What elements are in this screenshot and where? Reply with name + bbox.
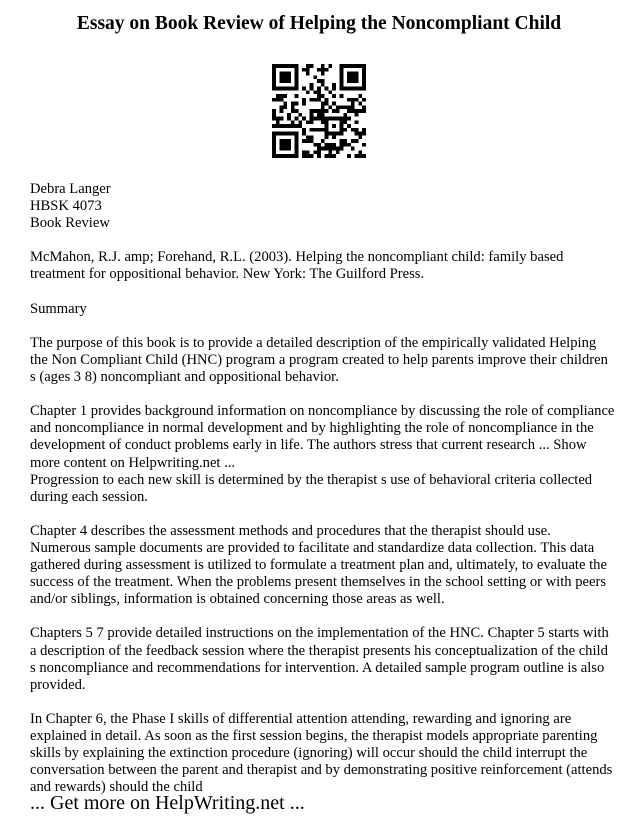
paragraph-chapter-1: Chapter 1 provides background information on noncompliance by discussing the role of compliance and noncompliance in normal development and by highlighting the role of noncompliance in the development of conduct problems early in life. The authors stress that current research ... Show more content on Helpwriting.net ... xyxy=(30,403,615,471)
paragraph-purpose: The purpose of this book is to provide a detailed description of the empirically validated Helping the Non Compliant Child (HNC) program a program created to help parents improve their children s (ages 3 8) noncompliant and oppositional behavior. xyxy=(30,334,608,386)
document-body xyxy=(30,181,615,796)
author-name: Debra Langer xyxy=(30,181,111,197)
get-more-link[interactable]: ... Get more on HelpWriting.net ... xyxy=(30,792,305,814)
paragraph-progression: Progression to each new skill is determined by the therapist s use of behavioral criteria collected during each session. xyxy=(30,471,593,505)
course-code: HBSK 4073 xyxy=(30,198,102,215)
document-title: Essay on Book Review of Helping the Noncompliant Child xyxy=(76,13,562,34)
paragraph-chapter-4: Chapter 4 describes the assessment methods and procedures that the therapist should use. Numerous sample documents are provided to facilitate and standardize data collection. This data gathered during assessment is utilized to formulate a treatment plan and, ultimately, to evaluate the success of the treatment. When the problems present themselves in the school setting or with peers and/or siblings, information is obtained concerning those areas as well. xyxy=(30,522,607,608)
citation: McMahon, R.J. amp; Forehand, R.L. (2003). Helping the noncompliant child: family based treatment for oppositional behavior. New York: The Guilford Press. xyxy=(30,249,564,283)
paragraph-chapters-5-7: Chapters 5 7 provide detailed instructions on the implementation of the HNC. Chapter 5 starts with a description of the feedback session where the therapist presents his conceptualization of the child s noncompliance and recommendations for intervention. A detailed sample program outline is also provided. xyxy=(30,625,609,693)
paragraph-chapter-6: In Chapter 6, the Phase I skills of differential attention attending, rewarding and ignoring are explained in detail. As soon as the first session begins, the therapist models appropriate parenting skills by explaining the extinction procedure (ignoring) will occur should the child interrupt the conversation between the parent and therapist and by demonstrating positive reinforcement (attends and rewards) should the child xyxy=(30,710,613,796)
document-type: Book Review xyxy=(30,215,110,232)
summary-heading: Summary xyxy=(30,300,87,317)
qr-code-icon xyxy=(272,64,366,158)
